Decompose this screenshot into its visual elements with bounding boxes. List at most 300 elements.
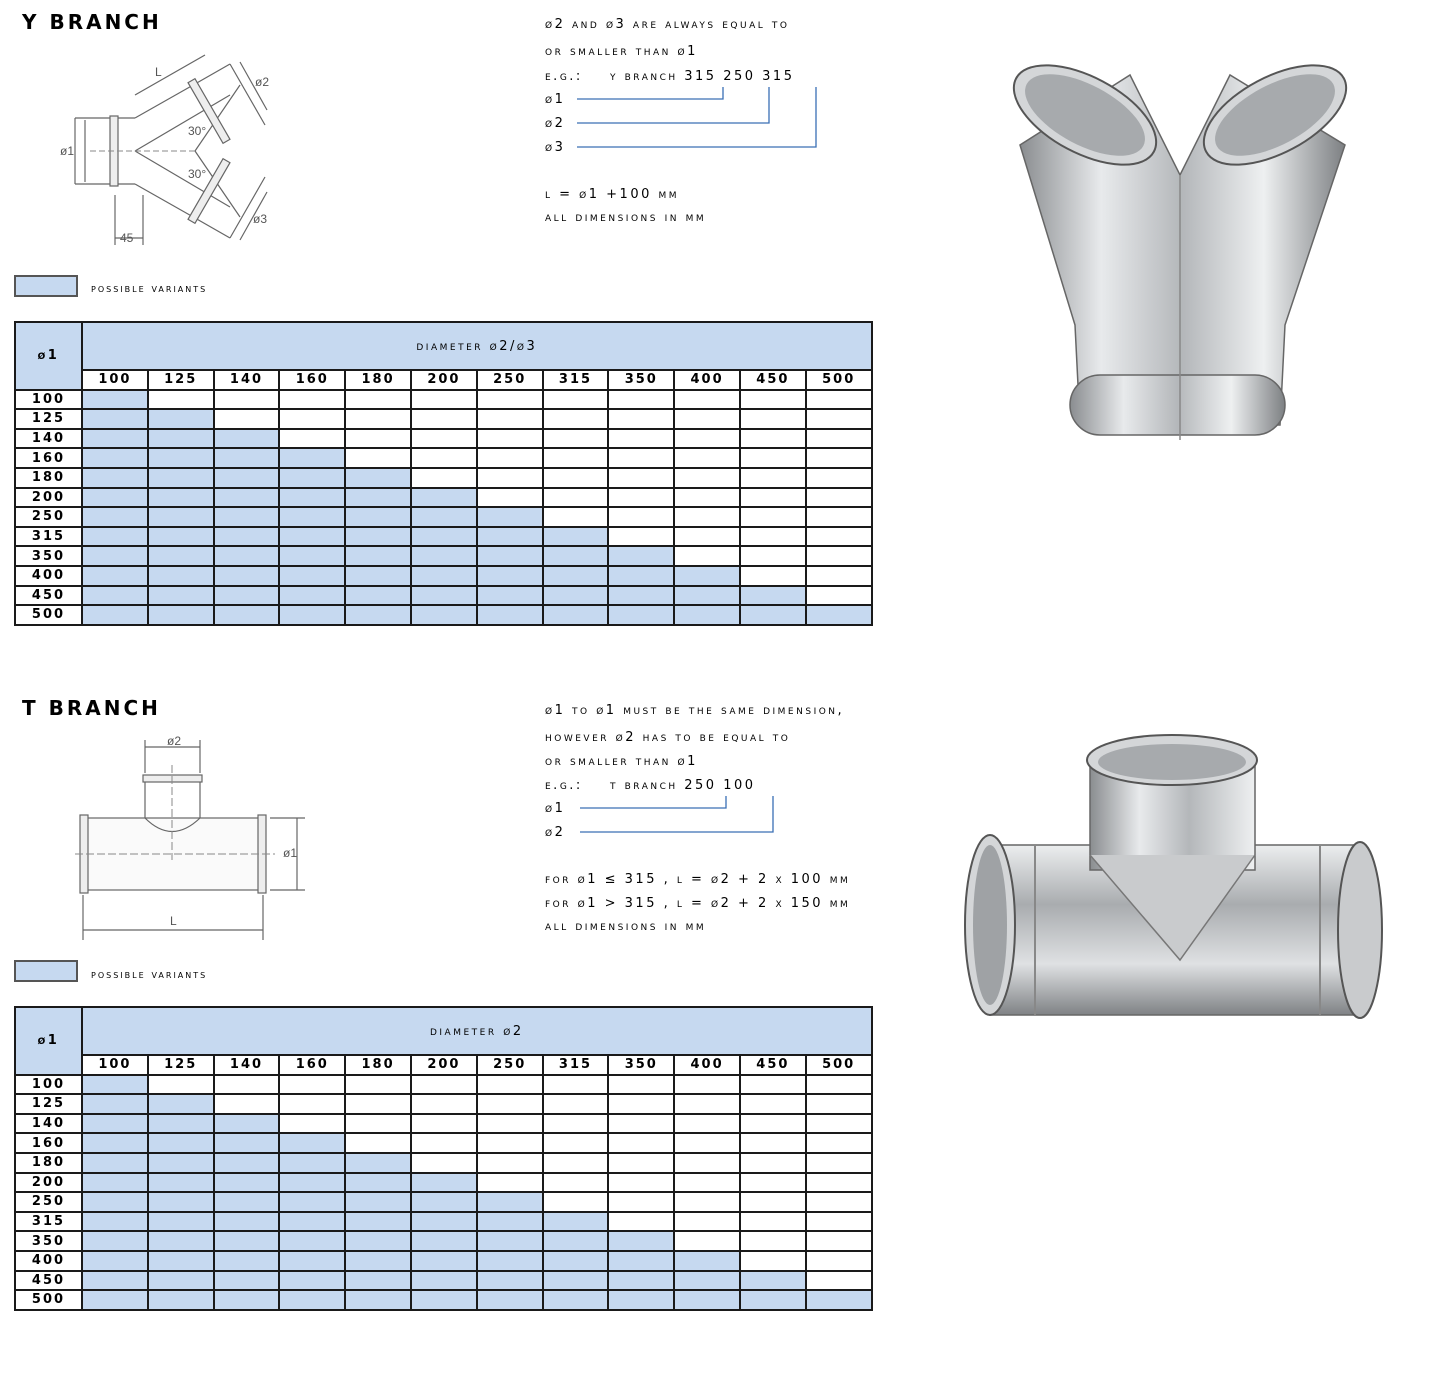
variant-cell-empty	[411, 1114, 477, 1134]
variant-cell-empty	[806, 1133, 872, 1153]
row-header: 200	[15, 488, 82, 508]
variant-cell-possible	[82, 1114, 148, 1134]
y-example-d1: ø1	[545, 92, 566, 107]
column-header: 315	[543, 1055, 609, 1075]
variant-cell-empty	[477, 1173, 543, 1193]
variant-cell-possible	[279, 468, 345, 488]
variant-cell-possible	[345, 1271, 411, 1291]
variant-cell-empty	[214, 409, 280, 429]
variant-cell-empty	[411, 468, 477, 488]
table-row	[15, 429, 872, 449]
variant-cell-empty	[806, 1212, 872, 1232]
variant-cell-empty	[806, 488, 872, 508]
variant-cell-possible	[740, 605, 806, 625]
variant-cell-possible	[345, 1192, 411, 1212]
variant-cell-empty	[740, 507, 806, 527]
variant-cell-empty	[806, 390, 872, 410]
variant-cell-possible	[543, 566, 609, 586]
t-diagram-d1-label: ø1	[283, 846, 298, 860]
variant-cell-possible	[806, 1290, 872, 1310]
variant-cell-empty	[543, 1192, 609, 1212]
y-example-d3: ø3	[545, 140, 566, 155]
variant-cell-empty	[674, 1212, 740, 1232]
table-row	[15, 1133, 872, 1153]
table-row	[15, 448, 872, 468]
table-corner-label: ø1	[15, 322, 82, 390]
variant-cell-possible	[214, 468, 280, 488]
row-header: 180	[15, 468, 82, 488]
variant-cell-possible	[279, 1173, 345, 1193]
y-diagram-angle-top: 30°	[188, 124, 207, 138]
variant-cell-empty	[411, 429, 477, 449]
variant-cell-possible	[279, 527, 345, 547]
variant-cell-possible	[148, 1231, 214, 1251]
t-example-prefix: e.g.:	[545, 778, 583, 793]
variant-cell-empty	[608, 1114, 674, 1134]
column-header: 250	[477, 1055, 543, 1075]
variant-cell-empty	[543, 468, 609, 488]
variant-cell-empty	[477, 448, 543, 468]
variant-cell-empty	[543, 1075, 609, 1095]
row-header: 140	[15, 429, 82, 449]
row-header: 400	[15, 1251, 82, 1271]
table-row	[15, 390, 872, 410]
variant-cell-possible	[411, 507, 477, 527]
variant-cell-empty	[806, 1231, 872, 1251]
row-header: 400	[15, 566, 82, 586]
table-header-label: diameter ø2/ø3	[82, 322, 872, 370]
variant-cell-empty	[345, 1133, 411, 1153]
variant-cell-possible	[82, 448, 148, 468]
y-diagram-d2-label: ø2	[255, 75, 270, 89]
variant-cell-possible	[148, 566, 214, 586]
variant-cell-empty	[411, 1153, 477, 1173]
column-header: 160	[279, 1055, 345, 1075]
variant-cell-empty	[674, 546, 740, 566]
variant-cell-empty	[279, 1075, 345, 1095]
variant-cell-empty	[543, 448, 609, 468]
table-row	[15, 1251, 872, 1271]
y-diagram-d1-label: ø1	[60, 144, 75, 158]
variant-cell-possible	[279, 1251, 345, 1271]
table-row	[15, 605, 872, 625]
y-note-line2: or smaller than ø1	[545, 44, 698, 59]
variant-cell-possible	[214, 1173, 280, 1193]
variant-cell-empty	[740, 566, 806, 586]
variant-cell-possible	[608, 1271, 674, 1291]
variant-cell-possible	[214, 488, 280, 508]
variant-cell-possible	[345, 1153, 411, 1173]
variant-cell-possible	[543, 605, 609, 625]
variant-cell-possible	[477, 507, 543, 527]
variant-cell-empty	[543, 488, 609, 508]
variant-cell-empty	[608, 1153, 674, 1173]
variant-cell-possible	[411, 1212, 477, 1232]
variant-cell-empty	[608, 527, 674, 547]
variant-cell-empty	[608, 409, 674, 429]
variant-cell-empty	[411, 1094, 477, 1114]
variant-cell-possible	[214, 1290, 280, 1310]
variant-cell-possible	[740, 1290, 806, 1310]
table-row	[15, 1271, 872, 1291]
variant-cell-possible	[82, 566, 148, 586]
variant-cell-possible	[543, 1271, 609, 1291]
t-branch-diagram	[75, 735, 315, 945]
variant-cell-possible	[345, 546, 411, 566]
variant-cell-possible	[214, 605, 280, 625]
variant-cell-possible	[674, 566, 740, 586]
column-header: 450	[740, 370, 806, 390]
variant-cell-possible	[82, 1271, 148, 1291]
variant-cell-empty	[608, 468, 674, 488]
variant-cell-possible	[411, 1173, 477, 1193]
variant-cell-possible	[411, 546, 477, 566]
variant-cell-possible	[148, 409, 214, 429]
variant-cell-possible	[674, 605, 740, 625]
row-header: 500	[15, 1290, 82, 1310]
variant-cell-possible	[82, 1192, 148, 1212]
variant-cell-empty	[608, 1133, 674, 1153]
column-header: 350	[608, 370, 674, 390]
row-header: 180	[15, 1153, 82, 1173]
table-row	[15, 566, 872, 586]
variant-cell-possible	[82, 1133, 148, 1153]
variant-cell-empty	[740, 1153, 806, 1173]
variant-cell-possible	[82, 546, 148, 566]
variant-cell-possible	[214, 1251, 280, 1271]
variant-cell-possible	[806, 605, 872, 625]
table-row	[15, 527, 872, 547]
variant-cell-empty	[740, 468, 806, 488]
variant-cell-possible	[148, 507, 214, 527]
variant-cell-possible	[214, 1192, 280, 1212]
variant-cell-possible	[82, 488, 148, 508]
variant-cell-empty	[608, 1192, 674, 1212]
variant-cell-possible	[674, 586, 740, 606]
row-header: 100	[15, 1075, 82, 1095]
variant-cell-possible	[148, 586, 214, 606]
variant-cell-possible	[674, 1251, 740, 1271]
variant-cell-empty	[345, 1075, 411, 1095]
variant-cell-empty	[608, 507, 674, 527]
variant-cell-possible	[674, 1271, 740, 1291]
variant-cell-possible	[411, 488, 477, 508]
variant-cell-possible	[148, 1192, 214, 1212]
variant-cell-empty	[477, 390, 543, 410]
variant-cell-possible	[411, 1271, 477, 1291]
y-example-prefix: e.g.:	[545, 69, 583, 84]
variant-cell-empty	[740, 1231, 806, 1251]
variant-cell-empty	[740, 429, 806, 449]
variant-cell-possible	[279, 1133, 345, 1153]
variant-cell-possible	[279, 1271, 345, 1291]
variant-cell-possible	[82, 1290, 148, 1310]
variant-cell-empty	[543, 409, 609, 429]
variant-cell-possible	[148, 1133, 214, 1153]
column-header: 100	[82, 370, 148, 390]
variant-cell-empty	[806, 586, 872, 606]
variant-cell-empty	[740, 1251, 806, 1271]
table-row	[15, 468, 872, 488]
variant-cell-possible	[148, 1290, 214, 1310]
variant-cell-possible	[214, 546, 280, 566]
variant-cell-possible	[543, 1231, 609, 1251]
y-branch-variants-table	[14, 321, 873, 626]
variant-cell-possible	[279, 507, 345, 527]
variant-cell-empty	[740, 409, 806, 429]
row-header: 160	[15, 1133, 82, 1153]
variant-cell-empty	[674, 1094, 740, 1114]
t-legend-label: possible variants	[91, 967, 208, 981]
variant-cell-empty	[740, 546, 806, 566]
variant-cell-empty	[279, 1114, 345, 1134]
variant-cell-possible	[543, 1251, 609, 1271]
variant-cell-possible	[148, 1173, 214, 1193]
variant-cell-empty	[411, 390, 477, 410]
row-header: 125	[15, 409, 82, 429]
variant-cell-possible	[279, 448, 345, 468]
variant-cell-empty	[806, 468, 872, 488]
variant-cell-possible	[740, 586, 806, 606]
variant-cell-possible	[345, 605, 411, 625]
variant-cell-empty	[608, 1212, 674, 1232]
variant-cell-empty	[543, 429, 609, 449]
row-header: 250	[15, 507, 82, 527]
column-header: 200	[411, 1055, 477, 1075]
variant-cell-possible	[674, 1290, 740, 1310]
column-header: 180	[345, 1055, 411, 1075]
row-header: 140	[15, 1114, 82, 1134]
variant-cell-empty	[411, 409, 477, 429]
variant-cell-empty	[674, 1173, 740, 1193]
variant-cell-possible	[543, 586, 609, 606]
variant-cell-empty	[740, 1212, 806, 1232]
y-diagram-l-label: L	[155, 65, 162, 79]
variant-cell-possible	[608, 566, 674, 586]
column-header: 500	[806, 370, 872, 390]
y-diagram-d3-label: ø3	[253, 212, 268, 226]
table-row	[15, 1290, 872, 1310]
table-corner-label: ø1	[15, 1007, 82, 1075]
variant-cell-empty	[806, 448, 872, 468]
variant-cell-possible	[214, 586, 280, 606]
variant-cell-possible	[477, 546, 543, 566]
table-header-label: diameter ø2	[82, 1007, 872, 1055]
t-branch-title: T BRANCH	[22, 696, 161, 720]
variant-cell-empty	[608, 390, 674, 410]
y-example-text: y branch 315 250 315	[610, 69, 795, 84]
y-note-dims: all dimensions in mm	[545, 210, 707, 225]
variant-cell-empty	[806, 1251, 872, 1271]
variant-cell-possible	[345, 566, 411, 586]
row-header: 450	[15, 586, 82, 606]
t-branch-photo	[960, 730, 1390, 1040]
column-header: 125	[148, 1055, 214, 1075]
variant-cell-empty	[477, 1114, 543, 1134]
variant-cell-possible	[345, 1212, 411, 1232]
variant-cell-possible	[279, 546, 345, 566]
variant-cell-empty	[477, 409, 543, 429]
variant-cell-possible	[345, 468, 411, 488]
variant-cell-possible	[214, 448, 280, 468]
variant-cell-empty	[543, 507, 609, 527]
variant-cell-empty	[806, 546, 872, 566]
table-row	[15, 586, 872, 606]
row-header: 250	[15, 1192, 82, 1212]
variant-cell-possible	[82, 586, 148, 606]
t-example-text: t branch 250 100	[610, 778, 756, 793]
table-row	[15, 1192, 872, 1212]
variant-cell-possible	[608, 1290, 674, 1310]
variant-cell-possible	[411, 1251, 477, 1271]
table-row	[15, 1153, 872, 1173]
variant-cell-empty	[674, 507, 740, 527]
row-header: 315	[15, 527, 82, 547]
variant-cell-empty	[411, 448, 477, 468]
table-row	[15, 1075, 872, 1095]
table-row	[15, 409, 872, 429]
variant-cell-possible	[411, 566, 477, 586]
variant-cell-possible	[543, 1212, 609, 1232]
variant-cell-possible	[279, 488, 345, 508]
y-branch-photo	[1000, 55, 1360, 455]
row-header: 160	[15, 448, 82, 468]
variant-cell-empty	[806, 1271, 872, 1291]
variant-cell-possible	[477, 1192, 543, 1212]
variant-cell-possible	[345, 507, 411, 527]
variant-cell-empty	[740, 1094, 806, 1114]
variant-cell-possible	[214, 527, 280, 547]
variant-cell-possible	[543, 527, 609, 547]
variant-cell-empty	[608, 488, 674, 508]
table-row	[15, 546, 872, 566]
variant-cell-possible	[608, 546, 674, 566]
y-legend-swatch	[14, 275, 78, 297]
variant-cell-possible	[345, 527, 411, 547]
variant-cell-empty	[674, 1075, 740, 1095]
row-header: 350	[15, 1231, 82, 1251]
variant-cell-possible	[148, 527, 214, 547]
variant-cell-empty	[477, 1094, 543, 1114]
variant-cell-empty	[740, 488, 806, 508]
variant-cell-possible	[411, 1192, 477, 1212]
t-note-formula2: for ø1 > 315 , l = ø2 + 2 x 150 mm	[545, 896, 851, 911]
variant-cell-possible	[82, 468, 148, 488]
variant-cell-empty	[806, 507, 872, 527]
variant-cell-empty	[279, 409, 345, 429]
variant-cell-empty	[806, 1153, 872, 1173]
column-header: 140	[214, 370, 280, 390]
variant-cell-empty	[345, 448, 411, 468]
variant-cell-possible	[214, 1133, 280, 1153]
column-header: 200	[411, 370, 477, 390]
variant-cell-possible	[411, 1290, 477, 1310]
variant-cell-possible	[148, 605, 214, 625]
variant-cell-possible	[477, 1290, 543, 1310]
variant-cell-possible	[279, 1192, 345, 1212]
column-header: 450	[740, 1055, 806, 1075]
variant-cell-empty	[543, 1094, 609, 1114]
variant-cell-empty	[214, 390, 280, 410]
variant-cell-empty	[740, 527, 806, 547]
variant-cell-empty	[411, 1075, 477, 1095]
variant-cell-possible	[608, 605, 674, 625]
y-branch-title: Y BRANCH	[22, 10, 162, 34]
variant-cell-empty	[543, 390, 609, 410]
variant-cell-empty	[674, 488, 740, 508]
table-row	[15, 1094, 872, 1114]
variant-cell-possible	[82, 1075, 148, 1095]
table-row	[15, 1212, 872, 1232]
t-note-line2: however ø2 has to be equal to	[545, 730, 791, 745]
variant-cell-empty	[279, 390, 345, 410]
variant-cell-possible	[608, 586, 674, 606]
variant-cell-empty	[674, 429, 740, 449]
column-header: 160	[279, 370, 345, 390]
t-branch-variants-table	[14, 1006, 873, 1311]
variant-cell-possible	[82, 409, 148, 429]
variant-cell-possible	[82, 527, 148, 547]
variant-cell-empty	[608, 1075, 674, 1095]
variant-cell-possible	[279, 1153, 345, 1173]
column-header: 140	[214, 1055, 280, 1075]
variant-cell-empty	[477, 468, 543, 488]
variant-cell-possible	[148, 468, 214, 488]
variant-cell-empty	[674, 1133, 740, 1153]
variant-cell-empty	[674, 1231, 740, 1251]
variant-cell-possible	[148, 1094, 214, 1114]
table-row	[15, 1114, 872, 1134]
table-row	[15, 488, 872, 508]
variant-cell-possible	[279, 1212, 345, 1232]
variant-cell-empty	[806, 527, 872, 547]
variant-cell-empty	[674, 409, 740, 429]
table-row	[15, 1231, 872, 1251]
variant-cell-empty	[411, 1133, 477, 1153]
variant-cell-empty	[345, 409, 411, 429]
y-note-line1: ø2 and ø3 are always equal to	[545, 17, 790, 32]
row-header: 100	[15, 390, 82, 410]
variant-cell-possible	[214, 1231, 280, 1251]
y-legend-label: possible variants	[91, 281, 208, 295]
variant-cell-possible	[279, 1290, 345, 1310]
variant-cell-possible	[279, 566, 345, 586]
variant-cell-possible	[82, 1212, 148, 1232]
variant-cell-possible	[740, 1271, 806, 1291]
variant-cell-empty	[806, 566, 872, 586]
variant-cell-empty	[674, 1114, 740, 1134]
variant-cell-possible	[608, 1231, 674, 1251]
variant-cell-possible	[214, 1271, 280, 1291]
variant-cell-empty	[674, 527, 740, 547]
variant-cell-empty	[279, 1094, 345, 1114]
row-header: 450	[15, 1271, 82, 1291]
y-example-d2: ø2	[545, 116, 566, 131]
variant-cell-possible	[345, 586, 411, 606]
variant-cell-possible	[148, 488, 214, 508]
variant-cell-empty	[543, 1133, 609, 1153]
variant-cell-possible	[279, 1231, 345, 1251]
column-header: 250	[477, 370, 543, 390]
variant-cell-empty	[345, 1114, 411, 1134]
row-header: 500	[15, 605, 82, 625]
variant-cell-possible	[148, 1212, 214, 1232]
row-header: 125	[15, 1094, 82, 1114]
variant-cell-empty	[674, 468, 740, 488]
variant-cell-possible	[345, 1231, 411, 1251]
variant-cell-possible	[477, 1212, 543, 1232]
variant-cell-empty	[806, 1114, 872, 1134]
